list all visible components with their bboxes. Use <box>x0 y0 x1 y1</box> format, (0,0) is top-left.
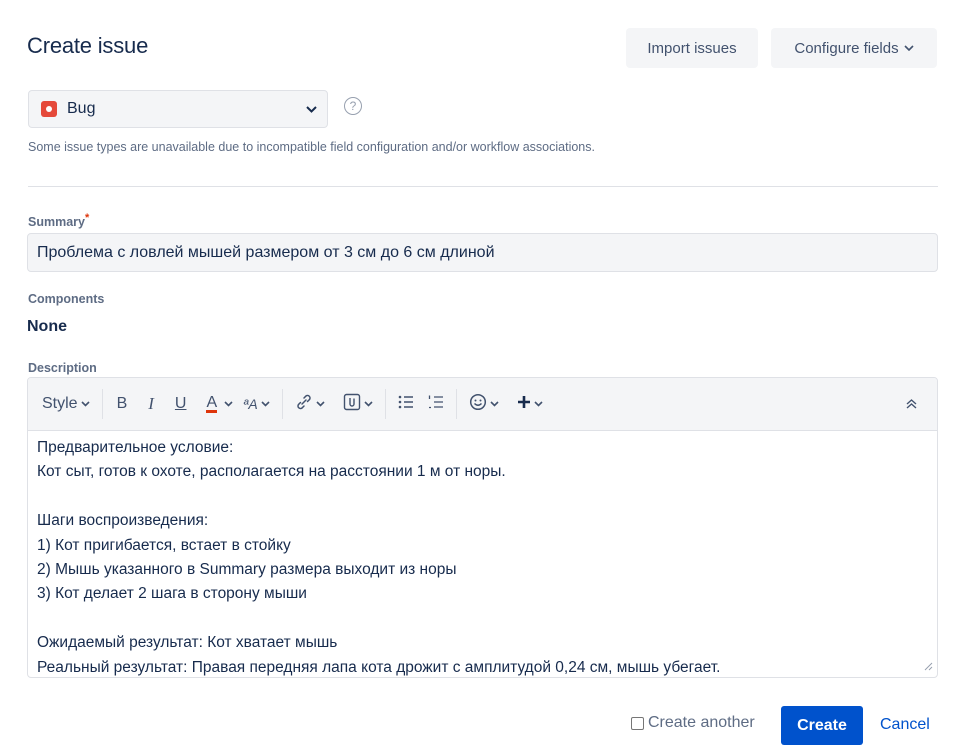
resize-handle-icon[interactable] <box>924 662 933 674</box>
description-label: Description <box>28 361 97 375</box>
chevron-down-icon <box>534 399 543 410</box>
configure-fields-label: Configure fields <box>794 39 899 57</box>
emoji-icon <box>469 393 487 416</box>
issue-type-value: Bug <box>67 100 96 117</box>
bullet-list-icon <box>398 395 414 414</box>
dialog-title: Create issue <box>27 33 149 58</box>
emoji-button[interactable] <box>469 393 499 416</box>
description-line: Реальный результат: Правая передняя лапа кота дрожит с амплитудой 0,24 см, мышь убегает. <box>37 658 721 676</box>
description-content[interactable] <box>28 431 937 678</box>
issue-type-select[interactable] <box>28 90 328 128</box>
import-issues-label: Import issues <box>647 39 737 57</box>
chevron-down-icon <box>316 399 325 410</box>
description-line: 2) Мышь указанного в Summary размера выходит из норы <box>37 561 457 579</box>
summary-label <box>28 212 90 229</box>
help-icon[interactable] <box>344 97 362 115</box>
numbered-list-button[interactable] <box>428 395 444 414</box>
cancel-button[interactable]: Cancel <box>880 716 930 733</box>
link-icon <box>295 393 313 416</box>
editor-toolbar <box>28 378 937 431</box>
bug-icon <box>41 101 57 117</box>
description-editor[interactable] <box>27 377 938 678</box>
attachment-icon <box>343 393 361 416</box>
description-line: Ожидаемый результат: Кот хватает мышь <box>37 634 338 652</box>
summary-label-text: Summary <box>28 215 85 229</box>
chevron-down-icon <box>261 399 270 410</box>
toolbar-separator <box>282 389 283 419</box>
text-color-button[interactable] <box>206 395 233 413</box>
plus-icon <box>517 395 531 414</box>
toolbar-separator <box>102 389 103 419</box>
underline-button[interactable] <box>175 395 187 413</box>
bold-button[interactable] <box>117 395 128 413</box>
chevron-down-icon <box>490 399 499 410</box>
text-effects-button[interactable] <box>243 396 270 412</box>
italic-icon: I <box>148 394 154 413</box>
description-line <box>37 485 928 509</box>
create-button-label: Create <box>797 716 847 734</box>
bullet-list-button[interactable] <box>398 395 414 414</box>
double-chevron-up-icon <box>906 396 917 414</box>
bold-icon: B <box>116 395 128 412</box>
description-line: Предварительное условие: <box>37 439 234 456</box>
help-glyph: ? <box>349 99 357 113</box>
attachment-button[interactable] <box>343 393 373 416</box>
toolbar-separator <box>456 389 457 419</box>
chevron-down-icon <box>904 43 914 54</box>
description-line: Шаги воспроизведения: <box>37 512 209 530</box>
chevron-down-icon <box>224 399 233 410</box>
underline-icon: U <box>174 395 187 412</box>
components-label: Components <box>28 292 105 306</box>
summary-input[interactable] <box>27 233 938 272</box>
chevron-down-icon <box>81 399 90 410</box>
create-button[interactable] <box>781 706 863 745</box>
insert-more-button[interactable] <box>517 395 543 414</box>
components-value[interactable]: None <box>27 318 67 335</box>
numbered-list-icon <box>428 395 444 414</box>
toolbar-separator <box>385 389 386 419</box>
description-line <box>37 607 928 631</box>
divider <box>28 186 938 187</box>
create-another-checkbox[interactable] <box>631 717 644 730</box>
description-line: Кот сыт, готов к охоте, располагается на расстоянии 1 м от норы. <box>37 463 506 481</box>
create-another-label: Create another <box>648 714 755 731</box>
issue-type-note: Some issue types are unavailable due to incompatible field configuration and/or workflow associations. <box>28 140 595 154</box>
chevron-down-icon <box>306 100 317 118</box>
text-effects-icon: ªA <box>243 396 258 412</box>
summary-value: Проблема с ловлей мышей размером от 3 см до 6 см длиной <box>37 243 495 261</box>
description-line: 1) Кот пригибается, встает в стойку <box>37 536 291 554</box>
create-another-toggle[interactable] <box>631 714 755 732</box>
style-label: Style <box>42 395 78 412</box>
required-mark: * <box>84 212 90 224</box>
style-dropdown[interactable] <box>42 395 90 413</box>
import-issues-button[interactable] <box>626 28 758 68</box>
collapse-toolbar-button[interactable] <box>906 396 917 414</box>
link-button[interactable] <box>295 393 325 416</box>
description-line: 3) Кот делает 2 шага в сторону мыши <box>37 585 307 603</box>
chevron-down-icon <box>364 399 373 410</box>
configure-fields-button[interactable] <box>771 28 937 68</box>
italic-button[interactable] <box>148 394 154 414</box>
text-color-icon: A <box>206 394 218 411</box>
